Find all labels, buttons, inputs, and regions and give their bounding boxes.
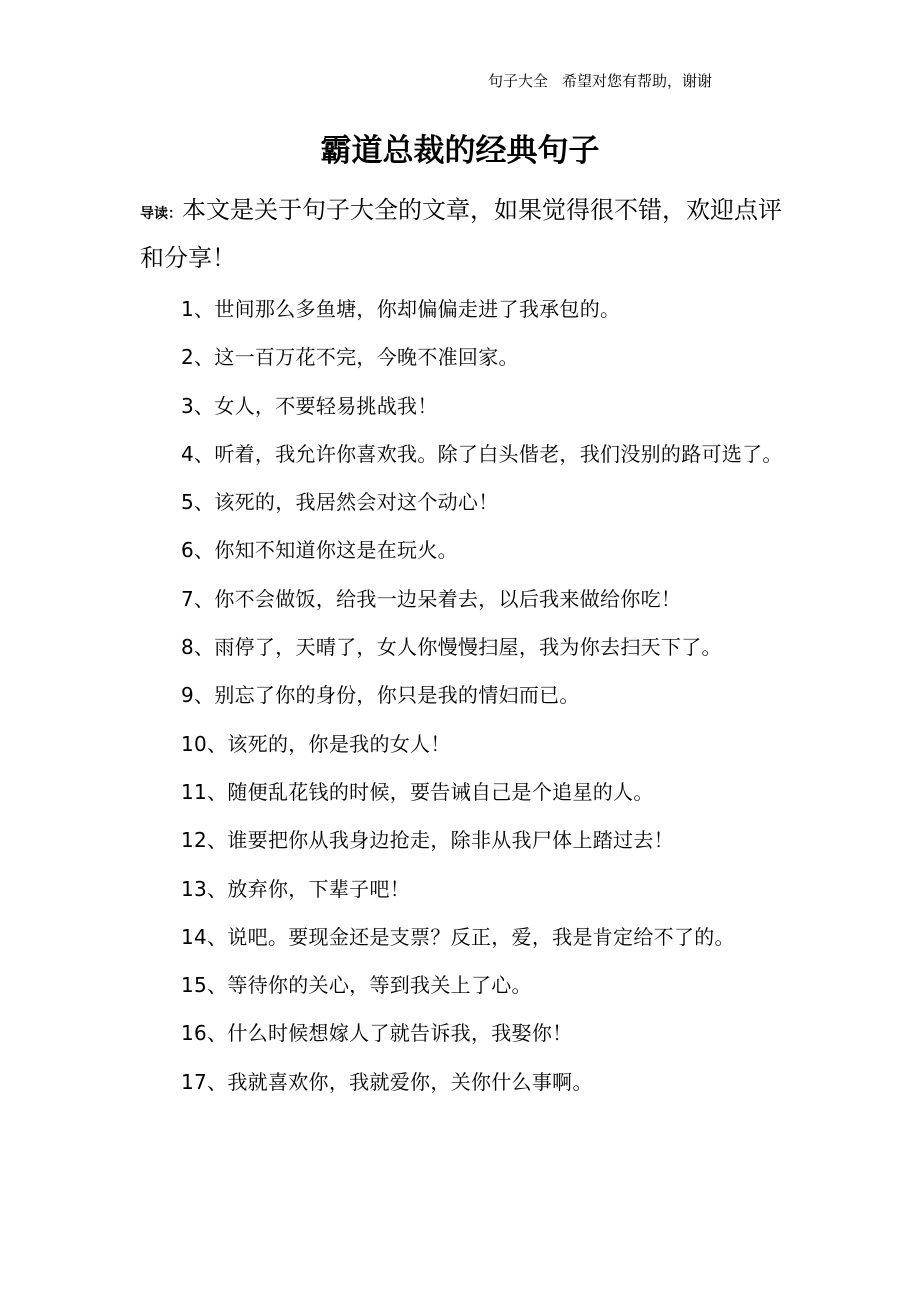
quote-list — [140, 285, 790, 1106]
quote-item: 11、随便乱花钱的时候，要告诫自己是个追星的人。 — [181, 779, 654, 804]
intro-paragraph — [140, 188, 790, 280]
quote-item: 14、说吧。要现金还是支票？反正，爱，我是肯定给不了的。 — [181, 924, 735, 949]
quote-item: 1、世间那么多鱼塘，你却偏偏走进了我承包的。 — [181, 297, 621, 321]
document-title: 霸道总裁的经典句子 — [320, 133, 600, 169]
quote-item: 17、我就喜欢你，我就爱你，关你什么事啊。 — [181, 1069, 593, 1094]
quote-item: 4、听着，我允许你喜欢我。除了白头偕老，我们没别的路可选了。 — [181, 441, 783, 466]
quote-item: 9、别忘了你的身份，你只是我的情妇而已。 — [181, 683, 580, 708]
quote-item: 8、雨停了，天晴了，女人你慢慢扫屋，我为你去扫天下了。 — [181, 635, 722, 660]
quote-item: 10、该死的，你是我的女人！ — [181, 731, 451, 756]
intro-text: 本文是关于句子大全的文章，如果觉得很不错，欢迎点评和分享！ — [140, 196, 782, 272]
quote-item: 3、女人，不要轻易挑战我！ — [181, 393, 438, 418]
header-note: 希望对您有帮助，谢谢 — [562, 72, 713, 90]
quote-item: 15、等待你的关心，等到我关上了心。 — [181, 973, 532, 998]
quote-item: 2、这一百万花不完，今晚不准回家。 — [181, 345, 519, 370]
quote-item: 16、什么时候想嫁人了就告诉我，我娶你！ — [181, 1021, 573, 1046]
intro-lead: 导读： — [140, 206, 182, 222]
quote-item: 5、该死的，我居然会对这个动心！ — [181, 490, 499, 515]
page-header — [488, 70, 712, 92]
quote-item: 6、你知不知道你这是在玩火。 — [181, 538, 458, 563]
quote-item: 13、放弃你，下辈子吧！ — [181, 876, 411, 901]
quote-item: 7、你不会做饭，给我一边呆着去，以后我来做给你吃！ — [181, 586, 682, 611]
quote-item: 12、谁要把你从我身边抢走，除非从我尸体上踏过去！ — [181, 828, 674, 853]
header-category: 句子大全 — [488, 72, 549, 90]
